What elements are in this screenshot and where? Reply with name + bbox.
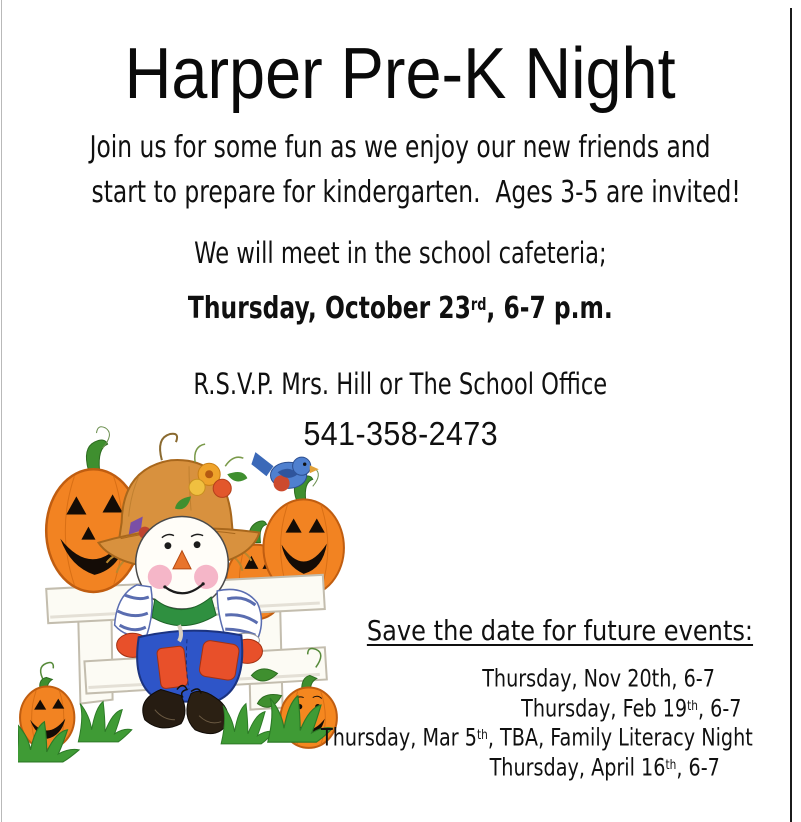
save-the-date-heading: Save the date for future events: — [366, 614, 753, 647]
intro-line-1: Join us for some fun as we enjoy our new friends and — [90, 130, 711, 165]
ground-pumpkin-left-icon — [20, 663, 74, 749]
event-item-nov: Thursday, Nov 20th, 6-7 — [482, 664, 715, 693]
flyer-title-text: Harper Pre-K Night — [125, 34, 676, 114]
intro-paragraph — [0, 125, 801, 215]
date-ordinal-superscript: rd — [471, 294, 487, 314]
event-item-apr: Thursday, April 16th, 6-7 — [489, 753, 720, 782]
page-left-edge-line — [1, 0, 2, 822]
flyer-title — [0, 36, 801, 112]
event-item-feb: Thursday, Feb 19th, 6-7 — [521, 694, 742, 723]
meeting-date-line: Thursday, October 23rd, 6-7 p.m. — [188, 291, 613, 326]
rsvp-line: R.S.V.P. Mrs. Hill or The School Office — [193, 367, 608, 401]
event-item-mar: Thursday, Mar 5th, TBA, Family Literacy Night — [321, 723, 753, 752]
phone-number: 541-358-2473 — [303, 415, 498, 452]
future-events-list — [213, 663, 755, 781]
bluebird-icon — [251, 452, 318, 491]
meeting-location-line: We will meet in the school cafeteria; — [194, 236, 607, 270]
intro-line-2: start to prepare for kindergarten. Ages 3-5 are invited! — [91, 175, 741, 210]
